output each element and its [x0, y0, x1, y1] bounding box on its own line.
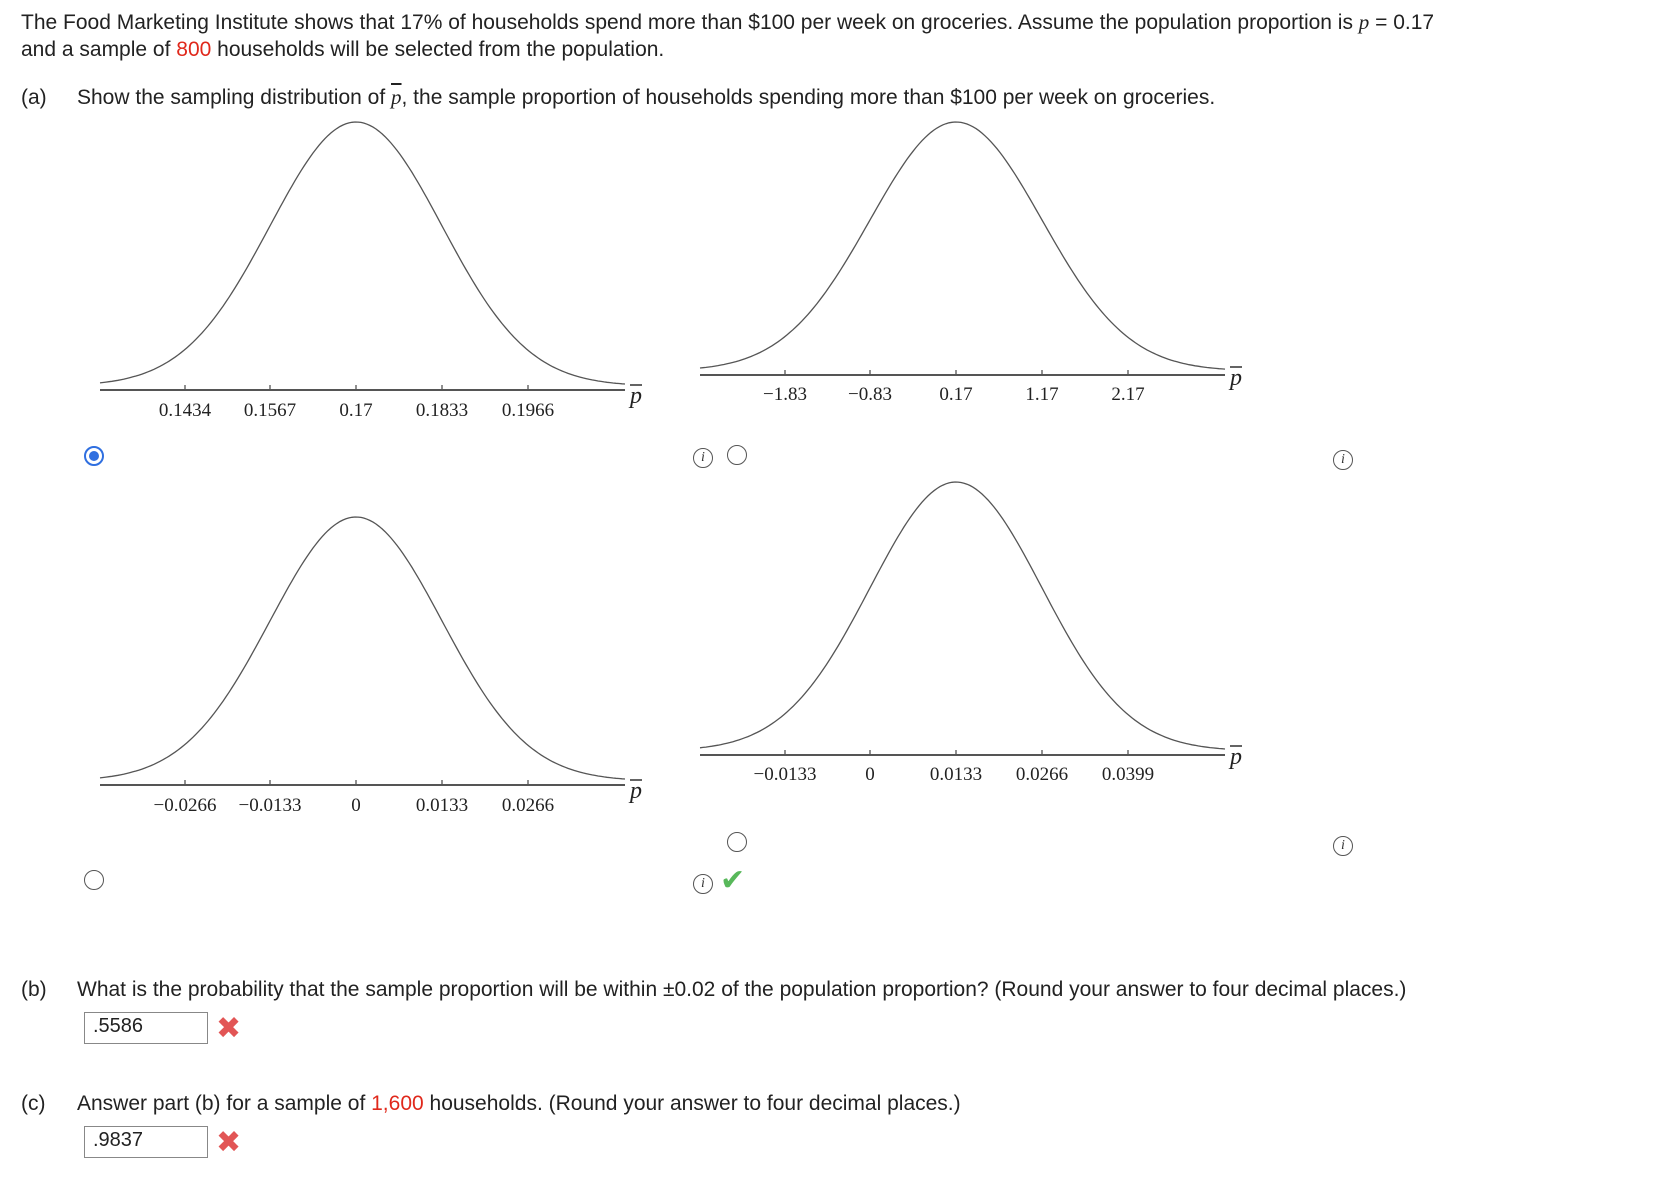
info-icon[interactable]: i — [1333, 450, 1353, 470]
part-c-text: Answer part (b) for a sample of — [77, 1092, 372, 1115]
tick-label: 2.17 — [1111, 384, 1145, 405]
tick-label: 0.1966 — [501, 400, 555, 421]
tick-label: 0.17 — [939, 384, 973, 405]
tick-label: 0.0266 — [501, 795, 555, 816]
incorrect-x-icon: ✖ — [216, 1012, 242, 1045]
normal-curve — [700, 482, 1225, 749]
correct-check-icon: ✔ — [720, 864, 746, 897]
tick-label: 1.17 — [1025, 384, 1059, 405]
pbar-symbol: $\overline{p}$ — [391, 85, 402, 109]
part-c-sample-size: 1,600 — [371, 1092, 424, 1115]
tick-label: 0.0266 — [1015, 764, 1069, 785]
tick-label: −0.0133 — [753, 764, 817, 785]
normal-curve — [100, 122, 625, 384]
tick-label: 0.1567 — [243, 400, 297, 421]
intro-text: The Food Marketing Institute shows that 17% of households spend more than $100 per week on groceries. Assume the population proportion is — [21, 11, 1359, 34]
p-symbol: p — [1358, 10, 1370, 34]
tick-label: 0.1833 — [415, 400, 469, 421]
tick-label: 0 — [351, 795, 361, 816]
part-c-question — [21, 1092, 961, 1116]
tick-label: 0.17 — [339, 400, 373, 421]
part-c-label: (c) — [21, 1092, 46, 1115]
axis-variable-pbar: p — [630, 778, 642, 804]
info-icon[interactable]: i — [1333, 836, 1353, 856]
part-b-text: What is the probability that the sample proportion will be within ±0.02 of the population proportion? (Round your answer to four decimal places.) — [77, 978, 1407, 1001]
radio-option-1[interactable] — [84, 446, 104, 466]
axis-variable-pbar: p — [1230, 365, 1242, 391]
graph-option-4 — [690, 470, 1290, 790]
sample-size: 800 — [176, 38, 212, 61]
axis-variable-pbar: p — [630, 383, 642, 409]
tick-label: 0.1434 — [158, 400, 212, 421]
radio-option-4[interactable] — [727, 832, 747, 852]
graph-option-3 — [90, 505, 690, 825]
axis-variable-pbar: p — [1230, 744, 1242, 770]
tick-label: −1.83 — [763, 384, 807, 405]
part-c-answer-input[interactable]: .9837 — [84, 1126, 208, 1158]
part-a-question — [21, 85, 1215, 110]
question-intro-line2 — [21, 38, 664, 62]
tick-label: −0.0133 — [238, 795, 302, 816]
radio-option-3[interactable] — [84, 870, 104, 890]
part-b-question — [21, 978, 1406, 1002]
intro-text-3: households will be selected from the population. — [211, 38, 665, 61]
tick-label: 0 — [865, 764, 875, 785]
part-b-answer-input[interactable]: .5586 — [84, 1012, 208, 1044]
normal-curve — [700, 122, 1225, 369]
part-a-text-end: , the sample proportion of households spending more than $100 per week on groceries. — [401, 86, 1216, 109]
graph-option-1 — [90, 110, 690, 430]
info-icon[interactable]: i — [693, 874, 713, 894]
question-intro-line1 — [21, 10, 1434, 35]
tick-label: 0.0133 — [929, 764, 983, 785]
intro-eq: = 0.17 — [1369, 11, 1435, 34]
tick-label: 0.0133 — [415, 795, 469, 816]
tick-label: −0.83 — [848, 384, 892, 405]
part-a-label: (a) — [21, 86, 47, 109]
intro-text-2: and a sample of — [21, 38, 177, 61]
info-icon[interactable]: i — [693, 448, 713, 468]
part-a-text: Show the sampling distribution of — [77, 86, 392, 109]
tick-label: 0.0399 — [1101, 764, 1155, 785]
part-b-label: (b) — [21, 978, 47, 1001]
radio-option-2[interactable] — [727, 445, 747, 465]
part-c-text-end: households. (Round your answer to four decimal places.) — [423, 1092, 961, 1115]
incorrect-x-icon: ✖ — [216, 1126, 242, 1159]
normal-curve — [100, 517, 625, 779]
graph-option-2 — [690, 110, 1290, 410]
tick-label: −0.0266 — [153, 795, 217, 816]
